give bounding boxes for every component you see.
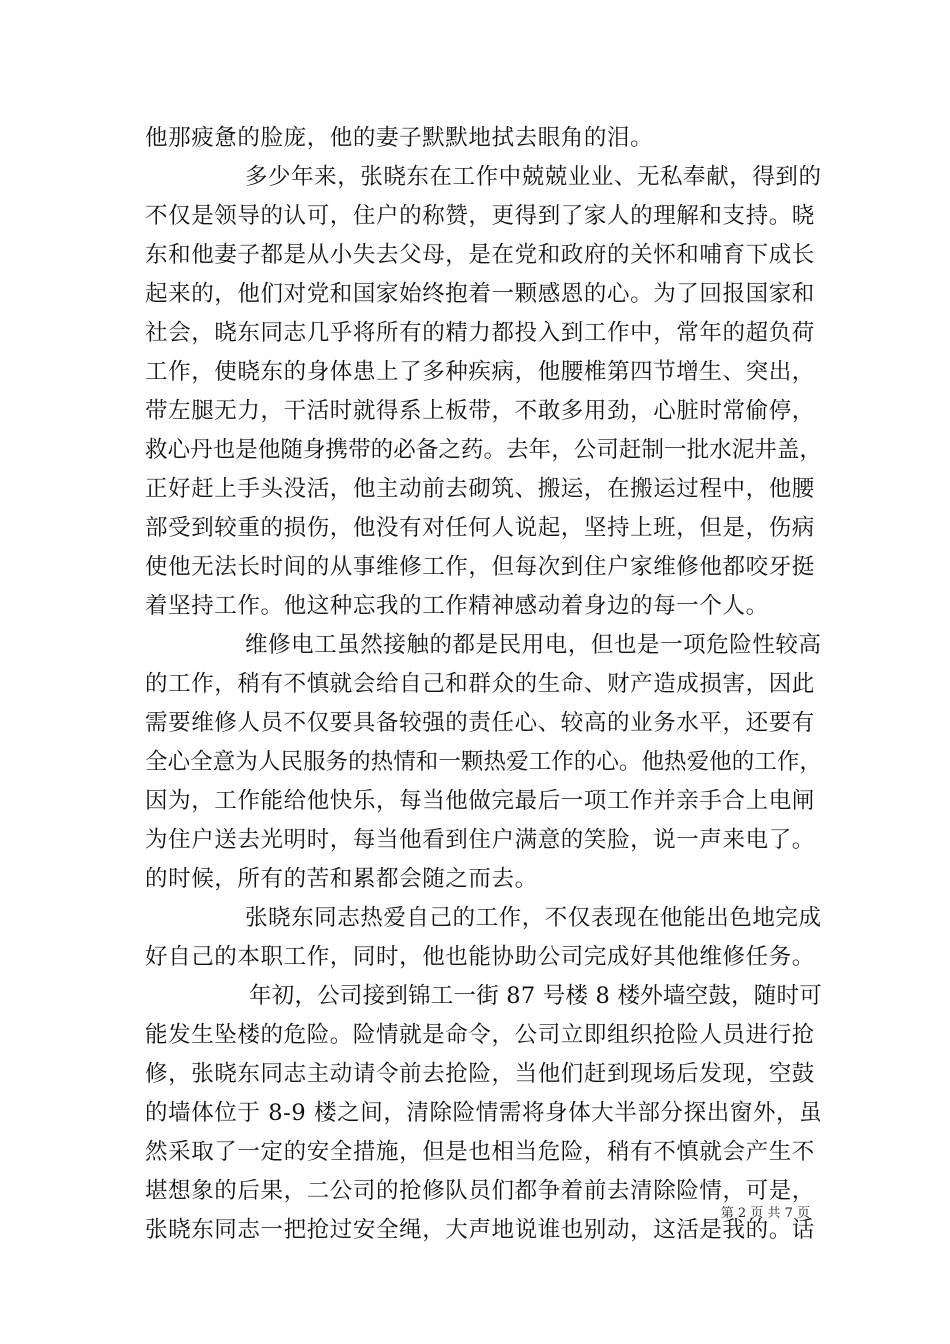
text-line: 为住户送去光明时，每当他看到住户满意的笑脸，说一声来电了。: [145, 827, 815, 853]
paragraph-first-line: 多少年来，张晓东在工作中兢兢业业、无私奉献，得到的: [245, 164, 822, 190]
text-line: 东和他妻子都是从小失去父母，是在党和政府的关怀和哺育下成长: [145, 242, 815, 268]
text-line: 然采取了一定的安全措施，但是也相当危险，稍有不慎就会产生不: [145, 1139, 815, 1165]
text-line: 的时候，所有的苦和累都会随之而去。: [145, 866, 538, 892]
text-line: 好自己的本职工作，同时，他也能协助公司完成好其他维修任务。: [145, 944, 815, 970]
text-line: 起来的，他们对党和国家始终抱着一颗感恩的心。为了回报国家和: [145, 281, 815, 307]
text-line: 能发生坠楼的危险。险情就是命令，公司立即组织抢险人员进行抢: [145, 1022, 815, 1048]
text-line: 着坚持工作。他这种忘我的工作精神感动着身边的每一个人。: [145, 593, 769, 619]
text-line: 救心丹也是他随身携带的必备之药。去年，公司赶制一批水泥井盖，: [145, 437, 823, 463]
text-line: 修，张晓东同志主动请令前去抢险，当他们赶到现场后发现，空鼓: [145, 1061, 815, 1087]
text-line: 带左腿无力，干活时就得系上板带，不敢多用劲，心脏时常偷停，: [145, 398, 815, 424]
text-line: 部受到较重的损伤，他没有对任何人说起，坚持上班，但是，伤病: [145, 515, 815, 541]
text-line: 的墙体位于 8-9 楼之间，清除险情需将身体大半部分探出窗外，虽: [145, 1100, 823, 1126]
text-line: 因为，工作能给他快乐，每当他做完最后一项工作并亲手合上电闸: [145, 788, 815, 814]
page-number: 第 2 页 共 7 页: [720, 1206, 810, 1221]
text-line: 需要维修人员不仅要具备较强的责任心、较高的业务水平，还要有: [145, 710, 815, 736]
text-line: 堪想象的后果，二公司的抢修队员们都争着前去清除险情，可是，: [145, 1178, 815, 1204]
text-line: 工作，使晓东的身体患上了多种疾病，他腰椎第四节增生、突出，: [145, 359, 815, 385]
text-line: 的工作，稍有不慎就会给自己和群众的生命、财产造成损害，因此: [145, 671, 815, 697]
text-line: 社会，晓东同志几乎将所有的精力都投入到工作中，常年的超负荷: [145, 320, 815, 346]
paragraph-first-line: 维修电工虽然接触的都是民用电，但也是一项危险性较高: [245, 632, 822, 658]
paragraph-first-line: 年初，公司接到锦工一街 87 号楼 8 楼外墙空鼓，随时可: [249, 983, 822, 1009]
text-line: 张晓东同志一把抢过安全绳，大声地说谁也别动，这活是我的。话: [145, 1217, 815, 1243]
text-line: 使他无法长时间的从事维修工作，但每次到住户家维修他都咬牙挺: [145, 554, 815, 580]
text-line: 不仅是领导的认可，住户的称赞，更得到了家人的理解和支持。晓: [145, 203, 815, 229]
text-line: 全心全意为人民服务的热情和一颗热爱工作的心。他热爱他的工作，: [145, 749, 823, 775]
paragraph-first-line: 张晓东同志热爱自己的工作，不仅表现在他能出色地完成: [245, 905, 822, 931]
text-line: 正好赶上手头没活，他主动前去砌筑、搬运，在搬运过程中，他腰: [145, 476, 815, 502]
text-line: 他那疲惫的脸庞，他的妻子默默地拭去眼角的泪。: [145, 125, 654, 151]
